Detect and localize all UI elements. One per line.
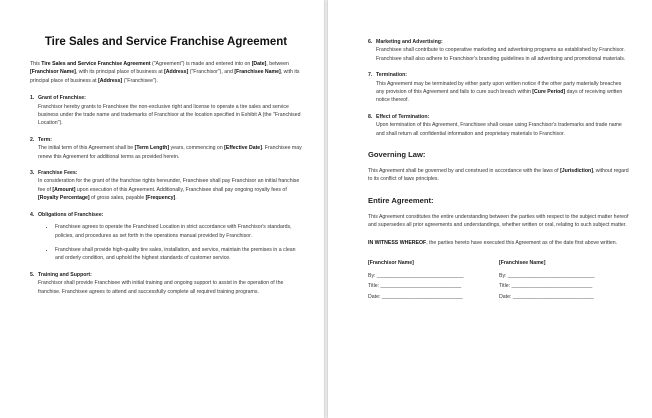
section-number: 6. — [368, 39, 373, 45]
section-title: Effect of Termination: — [376, 113, 430, 120]
signature-date-line: Date: ____________________________ — [499, 294, 594, 301]
section-number: 1. — [30, 95, 35, 102]
signature-date-line: Date: ____________________________ — [368, 294, 463, 301]
section-term — [30, 136, 302, 161]
section-title: Training and Support: — [38, 271, 92, 278]
section-marketing-and-advertising — [368, 38, 630, 63]
franchisee-signature — [499, 259, 630, 303]
section-title: Marketing and Advertising: — [376, 39, 443, 45]
section-title: Term: — [38, 136, 53, 143]
list-item: • Franchisee shall provide high-quality tire sales, installation, and service, maintain the premises in a clean and orderly condition, and uphold the highest standards of customer service. — [55, 246, 302, 263]
section-training-and-support — [30, 271, 302, 296]
witness-paragraph: IN WITNESS WHEREOF, the parties hereto have executed this Agreement as of the date first above written. — [368, 239, 618, 246]
section-body: The initial term of this Agreement shall be [Term Length] years, commencing on [Effective Date]. Franchisee may renew this Agreement for additional terms as provided herein. — [38, 145, 302, 160]
section-number: 8. — [368, 113, 373, 120]
obligations-bullet-list — [38, 223, 302, 263]
intro-paragraph: This Tire Sales and Service Franchise Agreement ("Agreement") is made and entered into on [Date], between [Franchisor Name], with its principal place of business at [Address] ("Franchisor"), and [Franchisee Name], with its principal place of business at [Address] ("Franchisee"). — [30, 61, 300, 84]
signature-by-line: By: ______________________________ — [368, 272, 464, 279]
section-title: Termination: — [376, 72, 408, 79]
section-obligations-of-franchisee — [30, 211, 302, 263]
section-number: 2. — [30, 136, 35, 143]
signature-by-line: By: ______________________________ — [499, 272, 595, 279]
section-number: 7. — [368, 72, 373, 79]
signature-title-line: Title: ____________________________ — [368, 283, 462, 290]
section-franchise-fees — [30, 169, 302, 203]
entire-agreement-paragraph: This Agreement constitutes the entire understanding between the parties with respect to the subject matter hereof and supersedes all prior agreements and understandings, whether written or oral, relating to such subject matter. — [368, 213, 629, 229]
section-effect-of-termination — [368, 113, 630, 138]
section-body: This Agreement may be terminated by either party upon written notice if the other party materially breaches any provision of this Agreement and fails to cure such breach within [Cure Period] days of receiving written notice thereof. — [376, 80, 623, 104]
signature-title-line: Title: ____________________________ — [499, 283, 593, 290]
section-body: Franchisee shall contribute to cooperative marketing and advertising programs as established by Franchisor. Franchisee shall also adhere to Franchisor's branding guidelines in all advertising and promotional materials. — [376, 47, 626, 62]
section-body: Franchisor hereby grants to Franchisee the non-exclusive right and license to operate a tire sales and service business under the trade name and trademarks of Franchisor at the location specified in Exhibit A (the "Franchised Location"). — [38, 103, 301, 127]
franchisor-signature — [368, 259, 499, 303]
signature-party-name: [Franchisee Name] — [499, 260, 546, 267]
section-number: 4. — [30, 211, 35, 218]
section-body: Upon termination of this Agreement, Franchisee shall cease using Franchisor's trademarks and trade name and shall return all confidential information and proprietary materials to Franchisor. — [376, 122, 622, 137]
entire-agreement-heading: Entire Agreement: — [368, 195, 434, 205]
section-number: 5. — [30, 271, 35, 278]
section-title: Grant of Franchise: — [38, 95, 86, 102]
section-termination — [368, 71, 630, 105]
document-page-2 — [328, 0, 652, 418]
signature-party-name: [Franchisor Name] — [368, 260, 414, 267]
list-item: • Franchisee agrees to operate the Franchised Location in strict accordance with Franchisor's standards, policies, and procedures as set forth in the operations manual provided by Franchisor. — [55, 223, 302, 240]
section-number: 3. — [30, 170, 35, 177]
section-title: Franchise Fees: — [38, 170, 78, 177]
governing-law-heading: Governing Law: — [368, 150, 426, 160]
section-body: In consideration for the grant of the franchise rights hereunder, Franchisee shall pay Franchisor an initial franchise fee of [Amount] upon execution of this Agreement. Additionally, Franchisee shall pay ongoing royalty fees of [Royalty Percentage] of gross sales, payable [Frequency]. — [38, 178, 300, 202]
governing-law-paragraph: This Agreement shall be governed by and construed in accordance with the laws of [Jurisdiction], without regard to its conflict of laws principles. — [368, 168, 629, 183]
signature-block — [368, 259, 630, 303]
section-body: Franchisor shall provide Franchisee with initial training and ongoing support to assist in the operation of the franchise. Franchisee agrees to attend and successfully complete all required training programs. — [38, 280, 284, 295]
section-grant-of-franchise — [30, 94, 302, 128]
document-page-1 — [0, 0, 324, 418]
section-title: Obligations of Franchisee: — [38, 211, 104, 218]
document-title: Tire Sales and Service Franchise Agreement — [44, 36, 288, 48]
